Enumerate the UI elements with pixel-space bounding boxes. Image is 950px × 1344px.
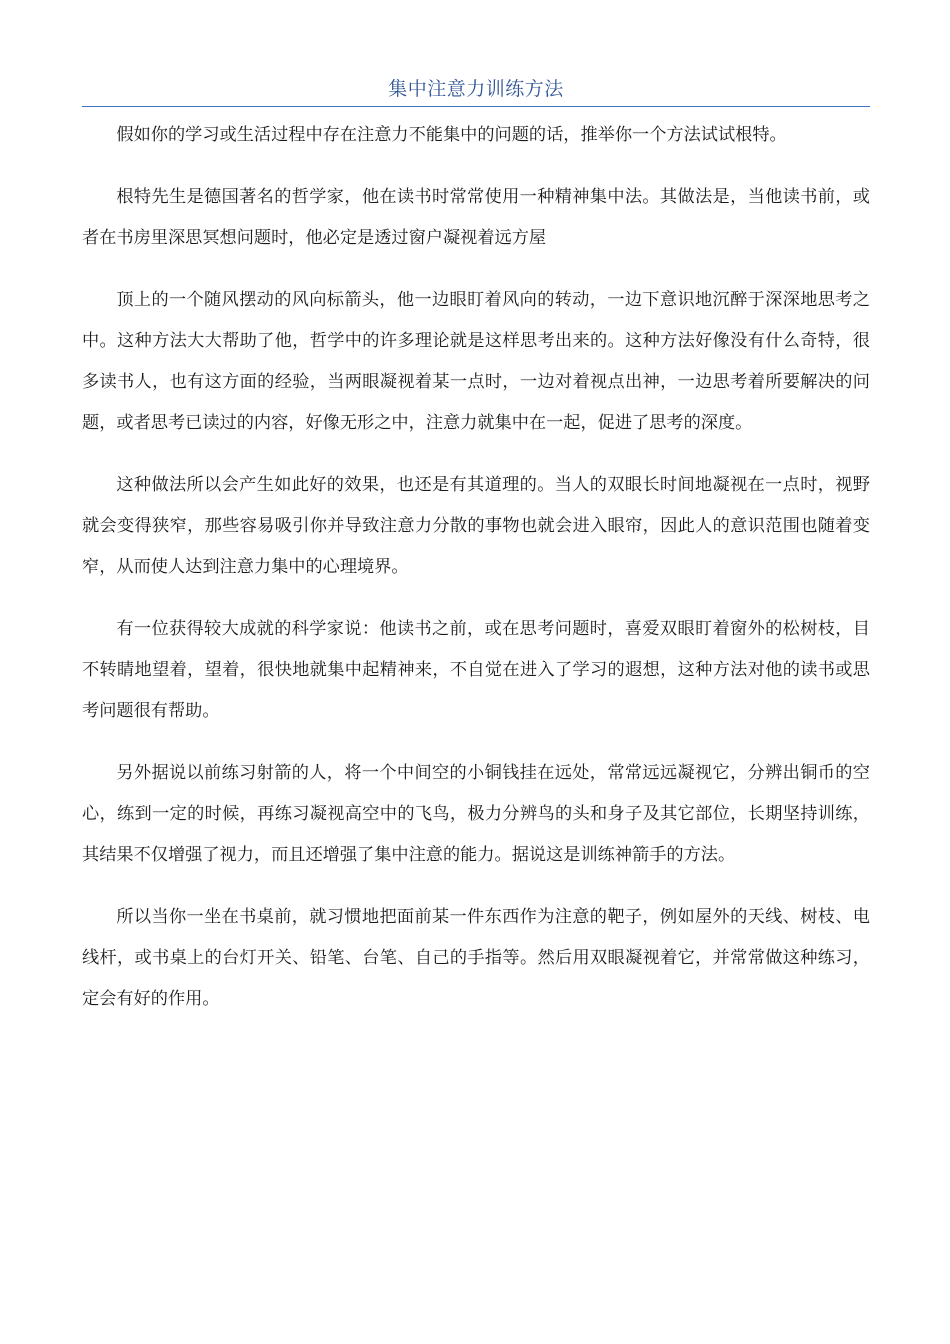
paragraph-scientist: 有一位获得较大成就的科学家说：他读书之前，或在思考问题时，喜爱双眼盯着窗外的松树枝，目不转睛地望着，望着，很快地就集中起精神来，不自觉在进入了学习的遐想，这种方法对他的读书或思考问题很有帮助。 <box>82 619 870 721</box>
page-header-title: 集中注意力训练方法 <box>82 76 870 107</box>
paragraph-archery: 另外据说以前练习射箭的人，将一个中间空的小铜钱挂在远处，常常远远凝视它，分辨出铜币的空心，练到一定的时候，再练习凝视高空中的飞鸟，极力分辨鸟的头和身子及其它部位，长期坚持训练，其结果不仅增强了视力，而且还增强了集中注意的能力。据说这是训练神箭手的方法。 <box>82 763 870 865</box>
document-page <box>82 76 870 1041</box>
paragraph-weathervane: 顶上的一个随风摆动的风向标箭头，他一边眼盯着风向的转动，一边下意识地沉醉于深深地思考之中。这种方法大大帮助了他，哲学中的许多理论就是这样思考出来的。这种方法好像没有什么奇特，很多读书人，也有这方面的经验，当两眼凝视着某一点时，一边对着视点出神，一边思考着所要解决的问题，或者思考已读过的内容，好像无形之中，注意力就集中在一起，促进了思考的深度。 <box>82 290 870 433</box>
paragraph-reasoning: 这种做法所以会产生如此好的效果，也还是有其道理的。当人的双眼长时间地凝视在一点时，视野就会变得狭窄，那些容易吸引你并导致注意力分散的事物也就会进入眼帘，因此人的意识范围也随着变窄，从而使人达到注意力集中的心理境界。 <box>82 475 870 577</box>
document-body <box>82 115 870 1020</box>
paragraph-conclusion: 所以当你一坐在书桌前，就习惯地把面前某一件东西作为注意的靶子，例如屋外的天线、树枝、电线杆，或书桌上的台灯开关、铅笔、台笔、自己的手指等。然后用双眼凝视着它，并常常做这种练习，定会有好的作用。 <box>82 907 870 1009</box>
paragraph-gent-method: 根特先生是德国著名的哲学家，他在读书时常常使用一种精神集中法。其做法是，当他读书前，或者在书房里深思冥想问题时，他必定是透过窗户凝视着远方屋 <box>82 187 870 248</box>
paragraph-intro: 假如你的学习或生活过程中存在注意力不能集中的问题的话，推举你一个方法试试根特。 <box>116 125 787 145</box>
